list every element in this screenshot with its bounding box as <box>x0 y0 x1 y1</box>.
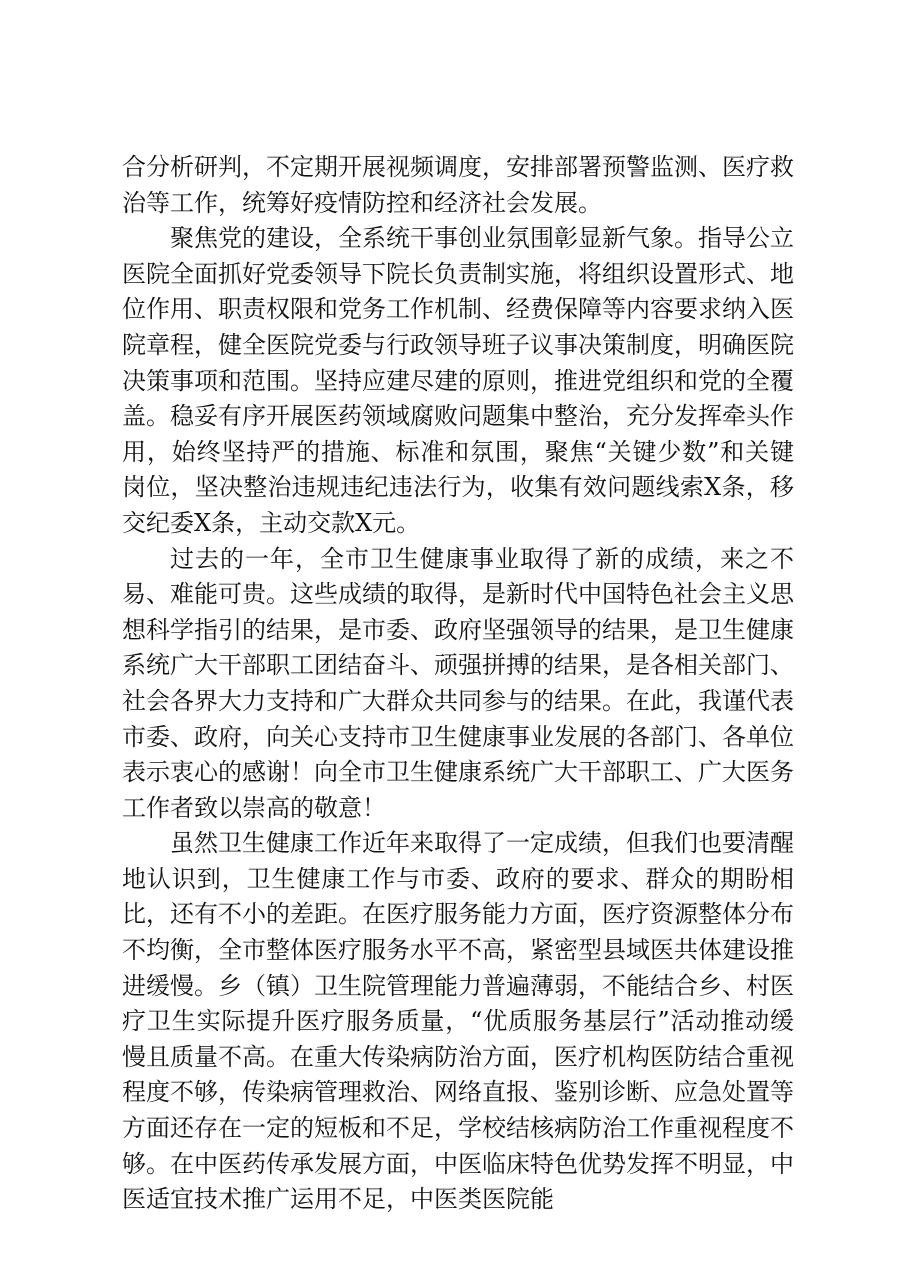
paragraph-continuation: 合分析研判，不定期开展视频调度，安排部署预警监测、医疗救治等工作，统筹好疫情防控和经济社会发展。 <box>122 153 794 217</box>
document-body <box>122 150 794 1218</box>
paragraph-party-building: 聚焦党的建设，全系统干事创业氛围彰显新气象。指导公立医院全面抓好党委领导下院长负责制实施，将组织设置形式、地位作用、职责权限和党务工作机制、经费保障等内容要求纳入医院章程，健全医院党委与行政领导班子议事决策制度，明确医院决策事项和范围。坚持应建尽建的原则，推进党组织和党的全覆盖。稳妥有序开展医药领域腐败问题集中整治，充分发挥牵头作用，始终坚持严的措施、标准和氛围，聚焦“关键少数”和关键岗位，坚决整治违规违纪违法行为，收集有效问题线索X条，移交纪委X条，主动交款X元。 <box>122 224 794 537</box>
paragraph-achievements-thanks: 过去的一年，全市卫生健康事业取得了新的成绩，来之不易、难能可贵。这些成绩的取得，是新时代中国特色社会主义思想科学指引的结果，是市委、政府坚强领导的结果，是卫生健康系统广大干部职工团结奋斗、顽强拼搏的结果，是各相关部门、社会各界大力支持和广大群众共同参与的结果。在此，我谨代表市委、政府，向关心支持市卫生健康事业发展的各部门、各单位表示衷心的感谢！向全市卫生健康系统广大干部职工、广大医务工作者致以崇高的敬意！ <box>122 544 794 822</box>
paragraph-shortcomings: 虽然卫生健康工作近年来取得了一定成绩，但我们也要清醒地认识到，卫生健康工作与市委、政府的要求、群众的期盼相比，还有不小的差距。在医疗服务能力方面，医疗资源整体分布不均衡，全市整体医疗服务水平不高，紧密型县域医共体建设推进缓慢。乡（镇）卫生院管理能力普遍薄弱，不能结合乡、村医疗卫生实际提升医疗服务质量，“优质服务基层行”活动推动缓慢且质量不高。在重大传染病防治方面，医疗机构医防结合重视程度不够，传染病管理救治、网络直报、鉴别诊断、应急处置等方面还存在一定的短板和不足，学校结核病防治工作重视程度不够。在中医药传承发展方面，中医临床特色优势发挥不明显，中医适宜技术推广运用不足，中医类医院能 <box>122 829 794 1214</box>
